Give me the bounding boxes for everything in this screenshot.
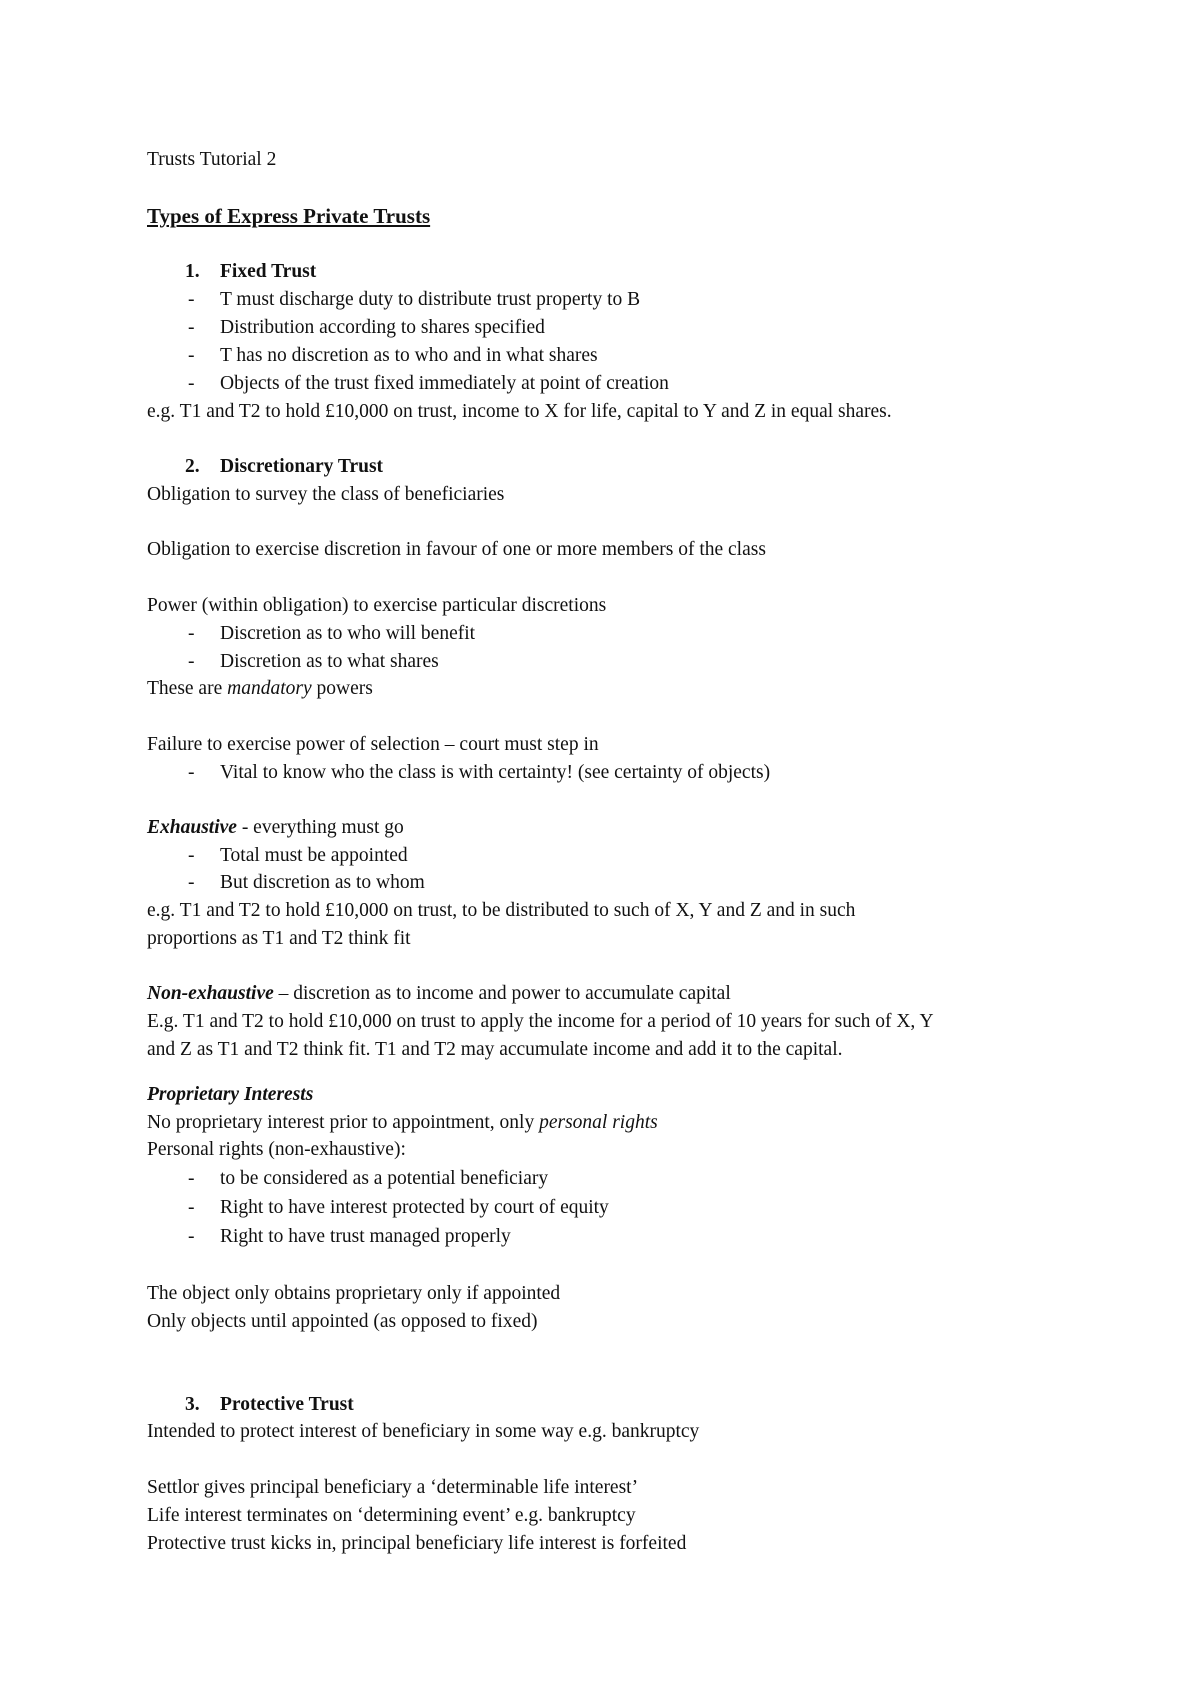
section-3-number: 3. <box>185 1394 200 1415</box>
example-text: proportions as T1 and T2 think fit <box>147 928 411 949</box>
example-text: and Z as T1 and T2 think fit. T1 and T2 may accumulate income and add it to the capital. <box>147 1039 843 1060</box>
bullet-dash: - <box>188 1197 195 1218</box>
text-run: powers <box>311 678 373 699</box>
list-item: Total must be appointed <box>220 845 408 866</box>
list-item: T has no discretion as to who and in what shares <box>220 345 598 366</box>
list-item: Vital to know who the class is with certainty! (see certainty of objects) <box>220 762 771 783</box>
paragraph: Settlor gives principal beneficiary a ‘determinable life interest’ <box>147 1477 639 1498</box>
example-text: e.g. T1 and T2 to hold £10,000 on trust, to be distributed to such of X, Y and Z and in such <box>147 900 856 921</box>
proprietary-interests-heading: Proprietary Interests <box>147 1084 314 1105</box>
list-item: T must discharge duty to distribute trust property to B <box>220 289 641 310</box>
bullet-dash: - <box>188 373 195 394</box>
paragraph: Personal rights (non-exhaustive): <box>147 1139 406 1160</box>
bullet-dash: - <box>188 872 195 893</box>
paragraph: Intended to protect interest of beneficiary in some way e.g. bankruptcy <box>147 1421 700 1442</box>
section-1-heading: Fixed Trust <box>220 261 317 282</box>
document-header: Trusts Tutorial 2 <box>147 149 277 170</box>
list-item: Right to have trust managed properly <box>220 1226 511 1247</box>
emphasis-personal-rights: personal rights <box>539 1112 658 1133</box>
example-text: E.g. T1 and T2 to hold £10,000 on trust to apply the income for a period of 10 years for such of X, Y <box>147 1011 934 1032</box>
emphasis-mandatory: mandatory <box>227 678 312 699</box>
paragraph: Failure to exercise power of selection – court must step in <box>147 734 599 755</box>
text-run: No proprietary interest prior to appointment, only <box>147 1112 540 1133</box>
text-run: These are <box>147 678 228 699</box>
bullet-dash: - <box>188 623 195 644</box>
term-non-exhaustive: Non-exhaustive <box>147 983 274 1004</box>
term-exhaustive: Exhaustive <box>147 817 237 838</box>
mandatory-powers-line <box>147 677 373 701</box>
paragraph: Protective trust kicks in, principal beneficiary life interest is forfeited <box>147 1533 687 1554</box>
section-2-heading: Discretionary Trust <box>220 456 384 477</box>
bullet-dash: - <box>188 1168 195 1189</box>
list-item: Discretion as to what shares <box>220 651 439 672</box>
example-text: e.g. T1 and T2 to hold £10,000 on trust, income to X for life, capital to Y and Z in equal shares. <box>147 401 892 422</box>
paragraph: Obligation to survey the class of beneficiaries <box>147 484 505 505</box>
section-2-number: 2. <box>185 456 200 477</box>
bullet-dash: - <box>188 762 195 783</box>
text-run: – discretion as to income and power to accumulate capital <box>273 983 731 1004</box>
bullet-dash: - <box>188 345 195 366</box>
exhaustive-line <box>147 816 404 840</box>
list-item: Discretion as to who will benefit <box>220 623 476 644</box>
list-item: But discretion as to whom <box>220 872 425 893</box>
bullet-dash: - <box>188 651 195 672</box>
paragraph: Only objects until appointed (as opposed to fixed) <box>147 1311 538 1332</box>
page-title: Types of Express Private Trusts <box>147 204 431 228</box>
paragraph: Power (within obligation) to exercise particular discretions <box>147 595 607 616</box>
list-item: Distribution according to shares specified <box>220 317 545 338</box>
text-run: - everything must go <box>236 817 404 838</box>
section-3-heading: Protective Trust <box>220 1394 354 1415</box>
non-exhaustive-line <box>147 982 731 1006</box>
bullet-dash: - <box>188 1226 195 1247</box>
list-item: Objects of the trust fixed immediately at point of creation <box>220 373 669 394</box>
bullet-dash: - <box>188 289 195 310</box>
paragraph: The object only obtains proprietary only if appointed <box>147 1283 561 1304</box>
list-item: to be considered as a potential beneficiary <box>220 1168 549 1189</box>
bullet-dash: - <box>188 317 195 338</box>
list-item: Right to have interest protected by court of equity <box>220 1197 609 1218</box>
section-1-number: 1. <box>185 261 200 282</box>
bullet-dash: - <box>188 845 195 866</box>
paragraph: Obligation to exercise discretion in favour of one or more members of the class <box>147 539 766 560</box>
proprietary-line <box>147 1111 658 1135</box>
paragraph: Life interest terminates on ‘determining event’ e.g. bankruptcy <box>147 1505 636 1526</box>
